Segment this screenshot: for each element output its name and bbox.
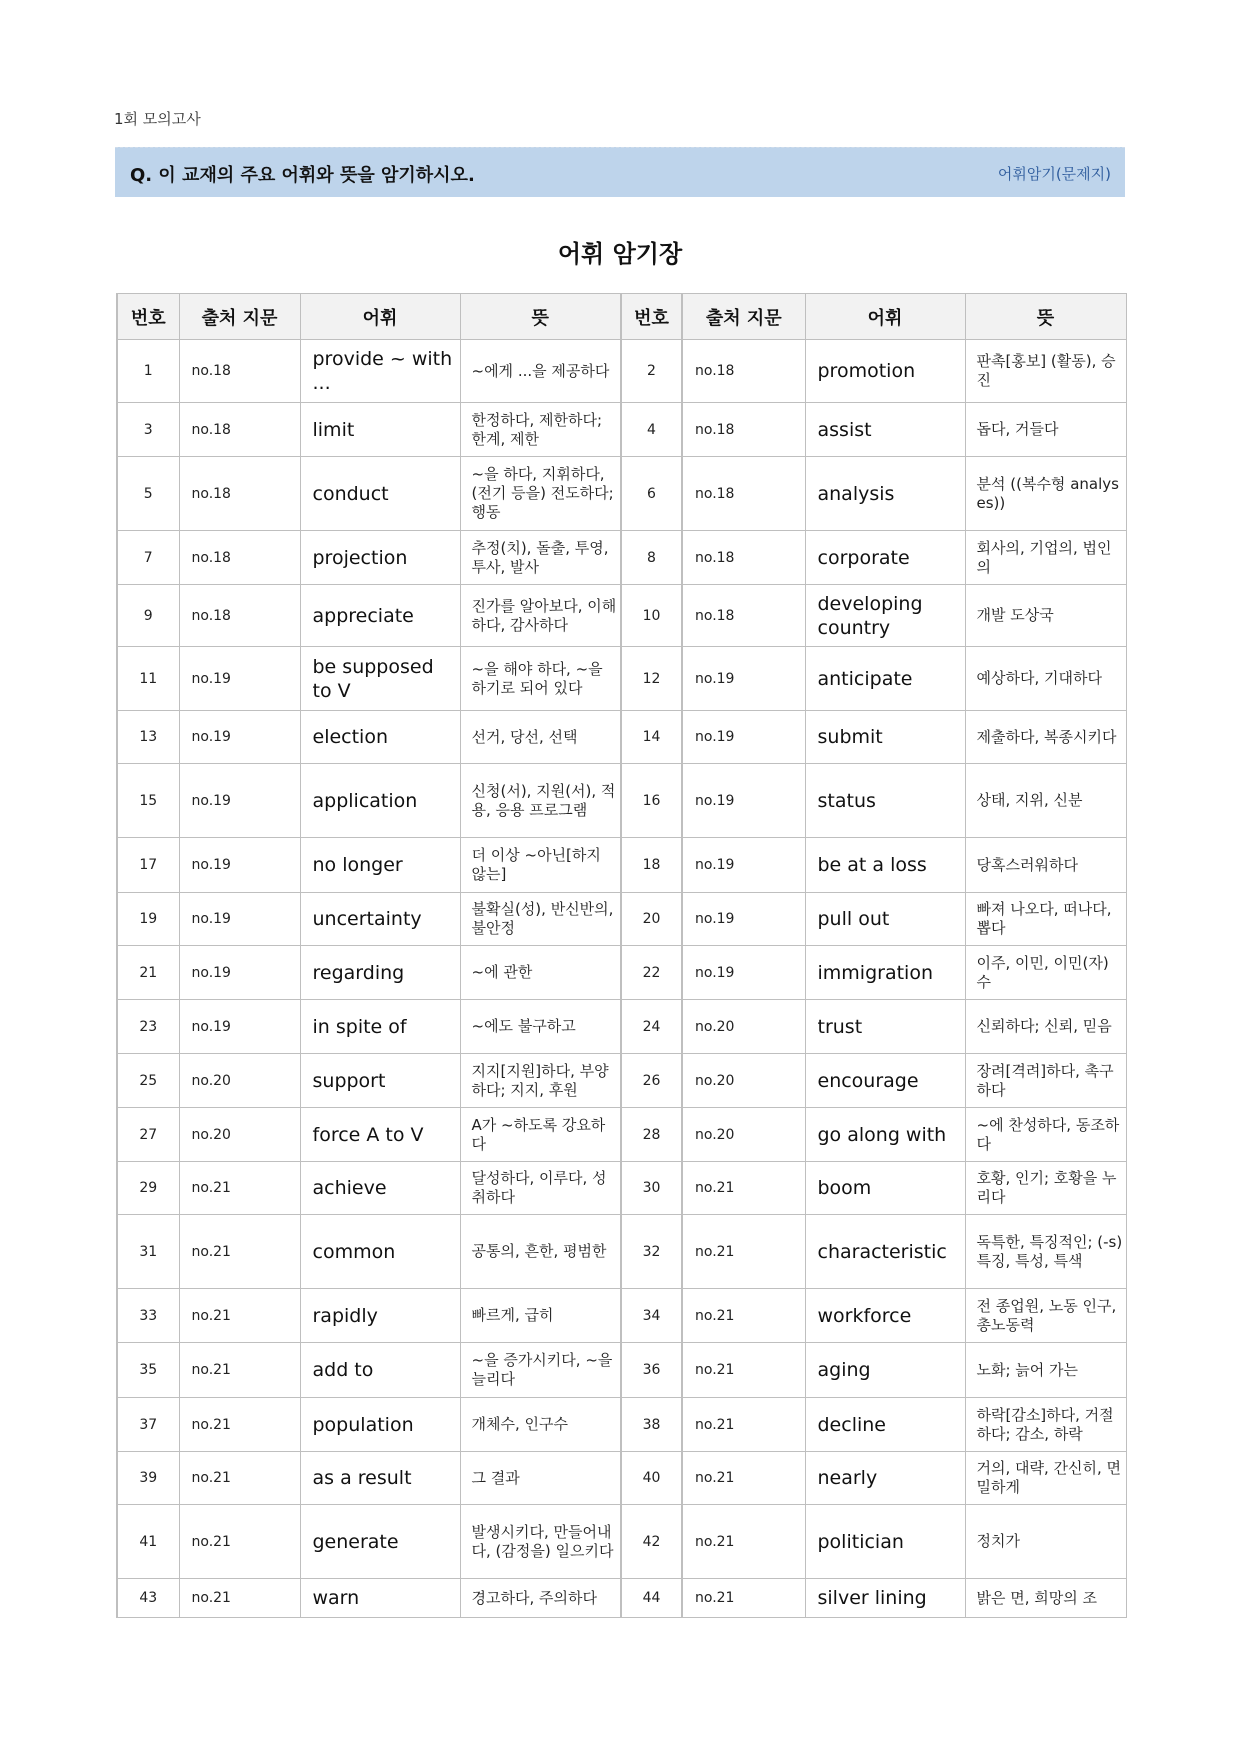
entry-word: characteristic (805, 1215, 965, 1289)
entry-source: no.19 (682, 647, 805, 711)
entry-source: no.19 (179, 764, 300, 838)
entry-source: no.21 (179, 1398, 300, 1452)
entry-word: rapidly (300, 1289, 460, 1343)
entry-number: 35 (117, 1343, 179, 1398)
entry-meaning: 회사의, 기업의, 법인의 (965, 531, 1126, 585)
entry-meaning: 신청(서), 지원(서), 적용, 응용 프로그램 (460, 764, 621, 838)
entry-number: 17 (117, 838, 179, 893)
entry-source: no.18 (179, 585, 300, 647)
entry-number: 25 (117, 1054, 179, 1108)
entry-source: no.20 (682, 1108, 805, 1162)
entry-meaning: 상태, 지위, 신분 (965, 764, 1126, 838)
entry-meaning: 공통의, 흔한, 평범한 (460, 1215, 621, 1289)
entry-source: no.18 (179, 340, 300, 403)
entry-meaning: 제출하다, 복종시키다 (965, 711, 1126, 764)
entry-number: 41 (117, 1505, 179, 1579)
entry-source: no.19 (179, 1000, 300, 1054)
entry-source: no.20 (179, 1108, 300, 1162)
entry-word: pull out (805, 893, 965, 946)
entry-word: force A to V (300, 1108, 460, 1162)
entry-number: 33 (117, 1289, 179, 1343)
entry-number: 13 (117, 711, 179, 764)
entry-meaning: 이주, 이민, 이민(자)수 (965, 946, 1126, 1000)
entry-number: 16 (621, 764, 682, 838)
entry-word: provide ~ with ... (300, 340, 460, 403)
entry-word: submit (805, 711, 965, 764)
entry-source: no.18 (682, 531, 805, 585)
entry-word: generate (300, 1505, 460, 1579)
entry-number: 31 (117, 1215, 179, 1289)
entry-number: 8 (621, 531, 682, 585)
table-row (117, 340, 1126, 403)
entry-word: silver lining (805, 1579, 965, 1618)
entry-meaning: 분석 ((복수형 analyses)) (965, 457, 1126, 531)
table-row (117, 1000, 1126, 1054)
entry-meaning: 하락[감소]하다, 거절하다; 감소, 하락 (965, 1398, 1126, 1452)
entry-word: common (300, 1215, 460, 1289)
entry-meaning: ~에 찬성하다, 동조하다 (965, 1108, 1126, 1162)
entry-source: no.19 (682, 946, 805, 1000)
entry-source: no.20 (682, 1000, 805, 1054)
entry-meaning: 선거, 당선, 선택 (460, 711, 621, 764)
entry-word: support (300, 1054, 460, 1108)
table-row (117, 1505, 1126, 1579)
table-row (117, 457, 1126, 531)
entry-number: 11 (117, 647, 179, 711)
entry-meaning: 빠져 나오다, 떠나다, 뽑다 (965, 893, 1126, 946)
entry-number: 5 (117, 457, 179, 531)
entry-number: 2 (621, 340, 682, 403)
entry-word: be supposed to V (300, 647, 460, 711)
entry-number: 6 (621, 457, 682, 531)
entry-meaning: 신뢰하다; 신뢰, 믿음 (965, 1000, 1126, 1054)
table-row (117, 1215, 1126, 1289)
table-row (117, 1579, 1126, 1618)
table-row (117, 1398, 1126, 1452)
entry-meaning: 노화; 늙어 가는 (965, 1343, 1126, 1398)
entry-number: 14 (621, 711, 682, 764)
table-row (117, 946, 1126, 1000)
entry-source: no.19 (179, 946, 300, 1000)
entry-word: politician (805, 1505, 965, 1579)
entry-source: no.18 (682, 340, 805, 403)
entry-meaning: ~을 하다, 지휘하다, (전기 등을) 전도하다; 행동 (460, 457, 621, 531)
entry-word: immigration (805, 946, 965, 1000)
entry-word: decline (805, 1398, 965, 1452)
entry-meaning: 거의, 대략, 간신히, 면밀하게 (965, 1452, 1126, 1505)
entry-word: application (300, 764, 460, 838)
entry-word: nearly (805, 1452, 965, 1505)
table-row (117, 1054, 1126, 1108)
entry-number: 20 (621, 893, 682, 946)
entry-source: no.21 (179, 1215, 300, 1289)
column-header-meaning: 뜻 (460, 294, 621, 340)
entry-source: no.19 (682, 893, 805, 946)
entry-source: no.19 (682, 764, 805, 838)
table-row (117, 585, 1126, 647)
table-row (117, 531, 1126, 585)
entry-word: status (805, 764, 965, 838)
entry-source: no.19 (682, 838, 805, 893)
table-row (117, 764, 1126, 838)
column-header-word: 어휘 (300, 294, 460, 340)
entry-source: no.21 (682, 1505, 805, 1579)
column-header-meaning: 뜻 (965, 294, 1126, 340)
column-header-number: 번호 (621, 294, 682, 340)
entry-word: no longer (300, 838, 460, 893)
entry-number: 43 (117, 1579, 179, 1618)
vocabulary-table (116, 293, 1127, 1618)
entry-meaning: 당혹스러워하다 (965, 838, 1126, 893)
table-row (117, 1162, 1126, 1215)
entry-word: developing country (805, 585, 965, 647)
entry-source: no.21 (179, 1289, 300, 1343)
column-header-number: 번호 (117, 294, 179, 340)
table-row (117, 1108, 1126, 1162)
entry-meaning: 개발 도상국 (965, 585, 1126, 647)
entry-word: achieve (300, 1162, 460, 1215)
entry-meaning: 지지[지원]하다, 부양하다; 지지, 후원 (460, 1054, 621, 1108)
entry-word: conduct (300, 457, 460, 531)
entry-meaning: 독특한, 특징적인; (-s) 특징, 특성, 특색 (965, 1215, 1126, 1289)
entry-meaning: ~에게 ...을 제공하다 (460, 340, 621, 403)
entry-word: population (300, 1398, 460, 1452)
entry-number: 38 (621, 1398, 682, 1452)
entry-number: 3 (117, 403, 179, 457)
entry-number: 29 (117, 1162, 179, 1215)
table-row (117, 711, 1126, 764)
entry-meaning: 개체수, 인구수 (460, 1398, 621, 1452)
entry-source: no.21 (179, 1579, 300, 1618)
entry-word: trust (805, 1000, 965, 1054)
entry-number: 1 (117, 340, 179, 403)
entry-source: no.18 (179, 403, 300, 457)
entry-word: promotion (805, 340, 965, 403)
entry-number: 23 (117, 1000, 179, 1054)
entry-word: projection (300, 531, 460, 585)
table-body (117, 340, 1126, 1618)
entry-meaning: A가 ~하도록 강요하다 (460, 1108, 621, 1162)
entry-meaning: 그 결과 (460, 1452, 621, 1505)
entry-meaning: 불확실(성), 반신반의, 불안정 (460, 893, 621, 946)
entry-number: 36 (621, 1343, 682, 1398)
entry-source: no.20 (682, 1054, 805, 1108)
exam-label: 1회 모의고사 (114, 110, 201, 128)
entry-source: no.19 (179, 711, 300, 764)
question-bar (115, 147, 1125, 197)
entry-source: no.21 (682, 1162, 805, 1215)
entry-word: anticipate (805, 647, 965, 711)
entry-meaning: 장려[격려]하다, 촉구하다 (965, 1054, 1126, 1108)
entry-source: no.19 (179, 838, 300, 893)
entry-meaning: 더 이상 ~아닌[하지 않는] (460, 838, 621, 893)
entry-word: election (300, 711, 460, 764)
entry-word: uncertainty (300, 893, 460, 946)
entry-number: 4 (621, 403, 682, 457)
entry-word: go along with (805, 1108, 965, 1162)
entry-source: no.18 (682, 403, 805, 457)
entry-source: no.18 (179, 531, 300, 585)
entry-source: no.20 (179, 1054, 300, 1108)
table-header-row (117, 294, 1126, 340)
entry-number: 18 (621, 838, 682, 893)
table-row (117, 1452, 1126, 1505)
entry-source: no.18 (179, 457, 300, 531)
entry-word: analysis (805, 457, 965, 531)
entry-meaning: 예상하다, 기대하다 (965, 647, 1126, 711)
table-row (117, 647, 1126, 711)
entry-word: warn (300, 1579, 460, 1618)
entry-meaning: 판촉[홍보] (활동), 승진 (965, 340, 1126, 403)
entry-number: 9 (117, 585, 179, 647)
column-header-source: 출처 지문 (682, 294, 805, 340)
entry-source: no.21 (682, 1215, 805, 1289)
entry-source: no.21 (179, 1162, 300, 1215)
entry-source: no.18 (682, 457, 805, 531)
entry-word: corporate (805, 531, 965, 585)
entry-source: no.21 (682, 1452, 805, 1505)
entry-word: encourage (805, 1054, 965, 1108)
entry-meaning: 발생시키다, 만들어내다, (감정을) 일으키다 (460, 1505, 621, 1579)
entry-meaning: ~에도 불구하고 (460, 1000, 621, 1054)
entry-number: 34 (621, 1289, 682, 1343)
entry-source: no.19 (682, 711, 805, 764)
entry-word: workforce (805, 1289, 965, 1343)
entry-word: regarding (300, 946, 460, 1000)
entry-number: 40 (621, 1452, 682, 1505)
entry-meaning: 정치가 (965, 1505, 1126, 1579)
entry-source: no.19 (179, 647, 300, 711)
entry-number: 39 (117, 1452, 179, 1505)
entry-word: be at a loss (805, 838, 965, 893)
entry-number: 32 (621, 1215, 682, 1289)
entry-meaning: 경고하다, 주의하다 (460, 1579, 621, 1618)
entry-word: aging (805, 1343, 965, 1398)
entry-word: add to (300, 1343, 460, 1398)
page-title: 어휘 암기장 (557, 240, 683, 268)
entry-source: no.21 (179, 1505, 300, 1579)
entry-source: no.21 (682, 1343, 805, 1398)
entry-number: 7 (117, 531, 179, 585)
entry-number: 27 (117, 1108, 179, 1162)
entry-meaning: ~을 증가시키다, ~을 늘리다 (460, 1343, 621, 1398)
entry-number: 37 (117, 1398, 179, 1452)
entry-source: no.21 (682, 1579, 805, 1618)
entry-meaning: 호황, 인기; 호황을 누리다 (965, 1162, 1126, 1215)
entry-source: no.18 (682, 585, 805, 647)
question-text: Q. 이 교재의 주요 어휘와 뜻을 암기하시오. (130, 165, 475, 186)
entry-meaning: 진가를 알아보다, 이해하다, 감사하다 (460, 585, 621, 647)
entry-number: 30 (621, 1162, 682, 1215)
entry-word: limit (300, 403, 460, 457)
entry-number: 24 (621, 1000, 682, 1054)
entry-number: 22 (621, 946, 682, 1000)
entry-source: no.21 (682, 1289, 805, 1343)
table-row (117, 1289, 1126, 1343)
entry-number: 12 (621, 647, 682, 711)
entry-number: 19 (117, 893, 179, 946)
table-row (117, 403, 1126, 457)
entry-meaning: 돕다, 거들다 (965, 403, 1126, 457)
entry-number: 10 (621, 585, 682, 647)
table-row (117, 1343, 1126, 1398)
entry-word: assist (805, 403, 965, 457)
column-header-source: 출처 지문 (179, 294, 300, 340)
entry-source: no.19 (179, 893, 300, 946)
entry-meaning: ~을 해야 하다, ~을 하기로 되어 있다 (460, 647, 621, 711)
entry-number: 21 (117, 946, 179, 1000)
entry-number: 28 (621, 1108, 682, 1162)
entry-number: 44 (621, 1579, 682, 1618)
table-row (117, 893, 1126, 946)
entry-word: boom (805, 1162, 965, 1215)
entry-source: no.21 (682, 1398, 805, 1452)
entry-word: in spite of (300, 1000, 460, 1054)
entry-meaning: 달성하다, 이루다, 성취하다 (460, 1162, 621, 1215)
entry-source: no.21 (179, 1343, 300, 1398)
entry-meaning: 추정(치), 돌출, 투영, 투사, 발사 (460, 531, 621, 585)
entry-meaning: 한정하다, 제한하다; 한계, 제한 (460, 403, 621, 457)
entry-meaning: 밝은 면, 희망의 조 (965, 1579, 1126, 1618)
entry-word: appreciate (300, 585, 460, 647)
entry-number: 42 (621, 1505, 682, 1579)
entry-meaning: 빠르게, 급히 (460, 1289, 621, 1343)
column-header-word: 어휘 (805, 294, 965, 340)
entry-number: 26 (621, 1054, 682, 1108)
worksheet-link[interactable]: 어휘암기(문제지) (997, 165, 1111, 183)
entry-source: no.21 (179, 1452, 300, 1505)
entry-meaning: 전 종업원, 노동 인구, 총노동력 (965, 1289, 1126, 1343)
entry-meaning: ~에 관한 (460, 946, 621, 1000)
entry-word: as a result (300, 1452, 460, 1505)
table-row (117, 838, 1126, 893)
entry-number: 15 (117, 764, 179, 838)
